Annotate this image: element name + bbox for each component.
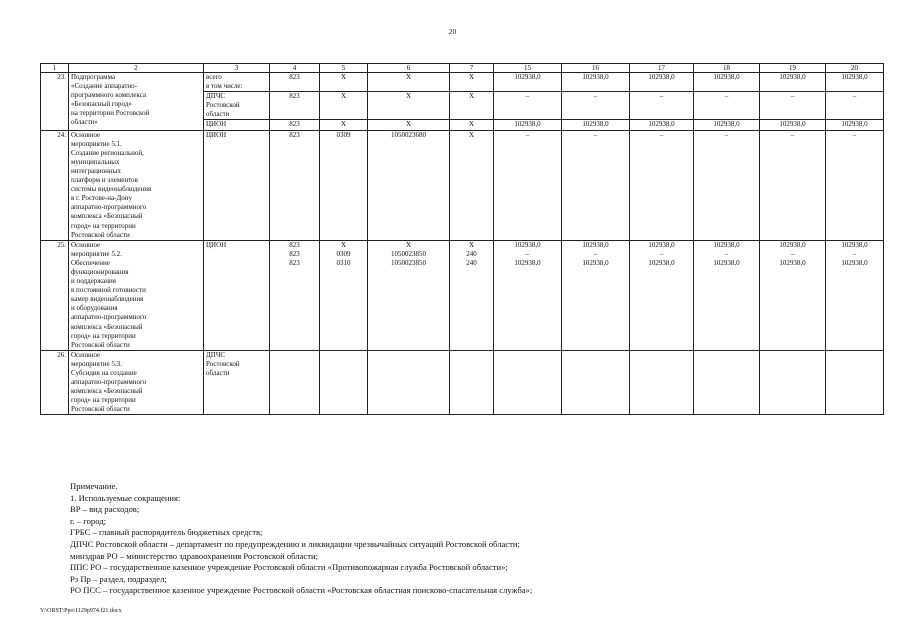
vr-cell: X bbox=[450, 120, 494, 130]
value-line: 102938,0 bbox=[514, 240, 541, 249]
row-name-line: Ростовской области bbox=[71, 405, 130, 414]
column-header: 19 bbox=[760, 64, 826, 73]
executor-cell-line: в том числе: bbox=[206, 82, 243, 91]
rzpr-cell: X bbox=[320, 73, 368, 92]
budget-table bbox=[40, 63, 884, 415]
row-name-line: аппаратно-программного bbox=[71, 313, 147, 322]
csr-cell: X bbox=[368, 120, 450, 130]
note-line: Рз Пр – раздел, подраздел; bbox=[70, 573, 167, 584]
value-cell bbox=[760, 240, 826, 350]
value-cell: 102938,0 bbox=[494, 120, 562, 130]
value-cell: 102938,0 bbox=[494, 73, 562, 92]
vr-line: 240 bbox=[466, 249, 477, 258]
grbs-cell: 823 bbox=[270, 130, 320, 240]
csr-line: X bbox=[405, 240, 412, 249]
value-cell: 102938,0 bbox=[826, 73, 884, 92]
row-name-line: в постоянной готовности bbox=[71, 286, 146, 295]
vr-line: 240 bbox=[466, 258, 477, 267]
grbs-cell: 823 bbox=[270, 92, 320, 120]
value-cell: 102938,0 bbox=[694, 73, 760, 92]
rzpr-cell: X bbox=[320, 92, 368, 120]
value-line: 102938,0 bbox=[779, 240, 806, 249]
file-path: Y:\ORST\Ppo\1129p974.f21.docx bbox=[40, 608, 122, 614]
value-line: – bbox=[724, 249, 729, 258]
column-header: 1 bbox=[41, 64, 69, 73]
value-cell: – bbox=[694, 130, 760, 240]
empty-cell bbox=[320, 350, 368, 415]
executor-cell bbox=[204, 92, 270, 120]
column-header: 7 bbox=[450, 64, 494, 73]
empty-cell bbox=[694, 350, 760, 415]
table-header-row bbox=[41, 64, 884, 73]
rzpr-line: 0310 bbox=[336, 258, 351, 267]
grbs-cell: 823 bbox=[270, 73, 320, 92]
row-number: 26. bbox=[41, 350, 69, 415]
column-header: 15 bbox=[494, 64, 562, 73]
vr-cell bbox=[450, 240, 494, 350]
rzpr-cell: 0309 bbox=[320, 130, 368, 240]
value-cell bbox=[630, 240, 694, 350]
grbs-line: 823 bbox=[289, 240, 300, 249]
row-name-line: мероприятие 5.1. bbox=[71, 139, 122, 148]
executor-cell bbox=[204, 120, 270, 130]
executor-cell-line: ЦИОН bbox=[206, 130, 227, 139]
value-cell: 102938,0 bbox=[760, 73, 826, 92]
value-line: 102938,0 bbox=[779, 258, 806, 267]
executor-cell-line: ЦИОН bbox=[206, 120, 227, 129]
grbs-line: 823 bbox=[289, 258, 300, 267]
csr-line: 1050023850 bbox=[391, 249, 426, 258]
row-name-line: муниципальных bbox=[71, 157, 120, 166]
row-name-line: и поддержания bbox=[71, 277, 116, 286]
row-name-line: камер видеонаблюдения bbox=[71, 295, 144, 304]
empty-cell bbox=[760, 350, 826, 415]
value-line: – bbox=[852, 249, 857, 258]
value-cell: 102938,0 bbox=[694, 120, 760, 130]
value-cell: – bbox=[494, 130, 562, 240]
note-line: г. – город; bbox=[70, 515, 107, 526]
executor-cell-line: всего bbox=[206, 73, 222, 81]
row-name-line: город» на территории bbox=[71, 331, 136, 340]
value-line: 102938,0 bbox=[841, 240, 868, 249]
value-line: – bbox=[525, 249, 530, 258]
value-cell: – bbox=[562, 130, 630, 240]
executor-cell bbox=[204, 240, 270, 350]
value-cell: – bbox=[494, 92, 562, 120]
table-row bbox=[41, 350, 884, 415]
value-line: 102938,0 bbox=[514, 258, 541, 267]
value-line: 102938,0 bbox=[582, 240, 609, 249]
rzpr-cell bbox=[320, 240, 368, 350]
row-name-line: комплекса «Безопасный bbox=[71, 212, 143, 221]
executor-cell bbox=[204, 73, 270, 92]
row-name-line: на территории Ростовской bbox=[71, 109, 150, 118]
column-header: 2 bbox=[69, 64, 204, 73]
row-name-line: мероприятие 5.2. bbox=[71, 249, 122, 258]
value-line: 102938,0 bbox=[841, 258, 868, 267]
row-name-line: аппаратно-программного bbox=[71, 203, 147, 212]
empty-cell bbox=[368, 350, 450, 415]
executor-cell-line: области bbox=[206, 110, 230, 119]
row-name-line: Ростовской области bbox=[71, 340, 130, 349]
csr-cell: X bbox=[368, 92, 450, 120]
rzpr-line: 0309 bbox=[336, 249, 351, 258]
csr-cell: 1050023680 bbox=[368, 130, 450, 240]
column-header: 16 bbox=[562, 64, 630, 73]
empty-cell bbox=[630, 350, 694, 415]
value-cell: – bbox=[760, 92, 826, 120]
vr-cell: X bbox=[450, 130, 494, 240]
csr-cell bbox=[368, 240, 450, 350]
row-name-line: комплекса «Безопасный bbox=[71, 387, 143, 396]
row-name-line: Основное bbox=[71, 240, 101, 249]
row-name-line: аппаратно-программного bbox=[71, 378, 147, 387]
row-name-line: интеграционных bbox=[71, 166, 121, 175]
value-cell: – bbox=[694, 92, 760, 120]
vr-cell: X bbox=[450, 73, 494, 92]
value-line: 102938,0 bbox=[713, 240, 740, 249]
column-header: 5 bbox=[320, 64, 368, 73]
empty-cell bbox=[450, 350, 494, 415]
row-name-line: Создание региональной, bbox=[71, 148, 144, 157]
value-line: 102938,0 bbox=[582, 258, 609, 267]
empty-cell bbox=[270, 350, 320, 415]
empty-cell bbox=[826, 350, 884, 415]
value-line: 102938,0 bbox=[648, 258, 675, 267]
row-name-line: Обеспечение bbox=[71, 258, 110, 267]
column-header: 17 bbox=[630, 64, 694, 73]
note-line: ГРБС – главный распорядитель бюджетных средств; bbox=[70, 527, 263, 538]
row-name-line: «Безопасный город» bbox=[71, 100, 132, 109]
csr-line: 1050023850 bbox=[391, 258, 426, 267]
value-cell: – bbox=[630, 92, 694, 120]
row-name-line: платформ и элементов bbox=[71, 176, 138, 185]
note-line: Примечание. bbox=[70, 481, 118, 491]
value-line: – bbox=[790, 249, 795, 258]
row-name-line: город» на территории bbox=[71, 221, 136, 230]
column-header: 4 bbox=[270, 64, 320, 73]
note-line: ППС РО – государственное казенное учреждение Ростовской области «Противопожарная служба Ростовской области»; bbox=[70, 562, 508, 573]
table-row bbox=[41, 73, 884, 92]
row-number: 23. bbox=[41, 73, 69, 131]
value-cell: 102938,0 bbox=[562, 73, 630, 92]
row-name-line: и оборудования bbox=[71, 304, 118, 313]
note-line: ВР – вид расходов; bbox=[70, 504, 140, 515]
row-name-line: город» на территории bbox=[71, 396, 136, 405]
executor-cell-line: Ростовской bbox=[206, 359, 240, 368]
table-row bbox=[41, 130, 884, 240]
row-name-line: Подпрограмма bbox=[71, 73, 116, 81]
value-cell: 102938,0 bbox=[826, 120, 884, 130]
row-name bbox=[69, 73, 204, 131]
vr-line: X bbox=[468, 240, 475, 249]
row-name-line: комплекса «Безопасный bbox=[71, 322, 143, 331]
value-cell: 102938,0 bbox=[562, 120, 630, 130]
empty-cell bbox=[562, 350, 630, 415]
vr-cell: X bbox=[450, 92, 494, 120]
note-line: минздрав РО – министерство здравоохранения Ростовской области; bbox=[70, 550, 318, 561]
row-name-line: системы видеонаблюдения bbox=[71, 185, 152, 194]
row-name-line: функционирования bbox=[71, 267, 129, 276]
column-header: 18 bbox=[694, 64, 760, 73]
row-name bbox=[69, 130, 204, 240]
column-header: 3 bbox=[204, 64, 270, 73]
value-cell bbox=[562, 240, 630, 350]
notes-section bbox=[70, 481, 532, 597]
row-name-line: Основное bbox=[71, 350, 101, 359]
value-line: 102938,0 bbox=[713, 258, 740, 267]
value-cell: – bbox=[826, 130, 884, 240]
value-cell: – bbox=[630, 130, 694, 240]
value-cell: 102938,0 bbox=[630, 73, 694, 92]
row-name-line: программного комплекса bbox=[71, 91, 146, 100]
row-name-line: области» bbox=[71, 118, 98, 127]
row-name-line: «Создание аппаратно- bbox=[71, 82, 138, 91]
row-name-line: мероприятие 5.3. bbox=[71, 359, 122, 368]
value-cell bbox=[494, 240, 562, 350]
column-header: 6 bbox=[368, 64, 450, 73]
grbs-cell bbox=[270, 240, 320, 350]
value-cell bbox=[826, 240, 884, 350]
row-name-line: в г. Ростове-на-Дону bbox=[71, 194, 133, 203]
value-cell: – bbox=[826, 92, 884, 120]
row-name-line: Основное bbox=[71, 130, 101, 139]
row-name bbox=[69, 240, 204, 350]
executor-cell-line: области bbox=[206, 369, 230, 377]
value-cell bbox=[694, 240, 760, 350]
row-name bbox=[69, 350, 204, 415]
executor-cell bbox=[204, 350, 270, 415]
table-row bbox=[41, 240, 884, 350]
row-number: 24. bbox=[41, 130, 69, 240]
executor-cell bbox=[204, 130, 270, 240]
row-name-line: Ростовской области bbox=[71, 230, 130, 239]
value-cell: – bbox=[760, 130, 826, 240]
grbs-cell: 823 bbox=[270, 120, 320, 130]
note-line: ДПЧС Ростовской области – департамент по предупреждению и ликвидации чрезвычайных ситуаций Ростовской области; bbox=[70, 538, 520, 549]
grbs-line: 823 bbox=[289, 249, 300, 258]
empty-cell bbox=[494, 350, 562, 415]
rzpr-line: X bbox=[340, 240, 347, 249]
value-line: – bbox=[593, 249, 598, 258]
value-cell: – bbox=[562, 92, 630, 120]
value-cell: 102938,0 bbox=[760, 120, 826, 130]
executor-cell-line: ДПЧС bbox=[206, 92, 226, 101]
column-header: 20 bbox=[826, 64, 884, 73]
note-line: 1. Используемые сокращения: bbox=[70, 492, 181, 503]
executor-cell-line: ДПЧС bbox=[206, 350, 226, 359]
executor-cell-line: Ростовской bbox=[206, 101, 240, 110]
note-line: РО ПСС – государственное казенное учреждение Ростовской области «Ростовская областная поисково-спасательная служба»; bbox=[70, 585, 533, 596]
rzpr-cell: X bbox=[320, 120, 368, 130]
csr-cell: X bbox=[368, 73, 450, 92]
page-number: 20 bbox=[448, 27, 457, 36]
row-name-line: Субсидия на создание bbox=[71, 369, 137, 377]
row-number: 25. bbox=[41, 240, 69, 350]
executor-cell-line: ЦИОН bbox=[206, 240, 227, 249]
value-line: – bbox=[659, 249, 664, 258]
value-line: 102938,0 bbox=[648, 240, 675, 249]
value-cell: 102938,0 bbox=[630, 120, 694, 130]
